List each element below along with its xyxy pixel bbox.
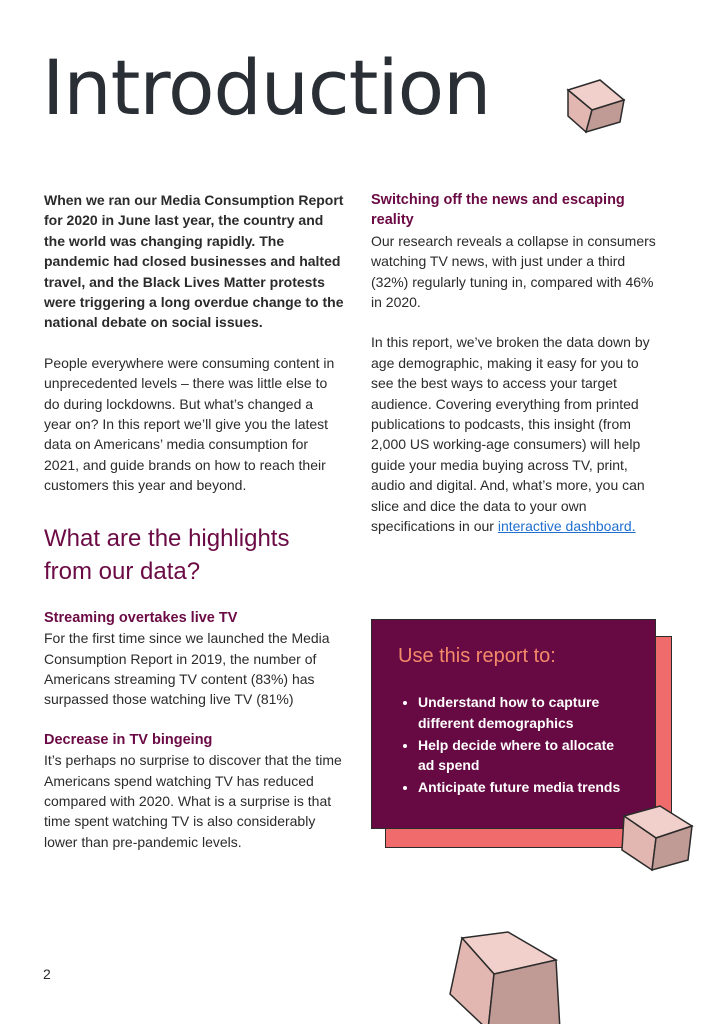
right-column <box>371 190 656 537</box>
intro-bold-paragraph: When we ran our Media Consumption Report for 2020 in June last year, the country and the world was changing rapidly. The pandemic had closed businesses and halted travel, and the Black Lives Matter protests were triggering a long overdue change to the national debate on social issues. <box>44 192 344 331</box>
dashboard-paragraph <box>371 332 656 536</box>
section-title-streaming: Streaming overtakes live TV <box>44 609 238 626</box>
section-title-bingeing: Decrease in TV bingeing <box>44 731 213 748</box>
callout-item: • Anticipate future media trends <box>418 777 629 798</box>
callout-list <box>398 692 629 798</box>
cube-icon <box>448 930 564 1024</box>
left-column <box>44 190 344 852</box>
callout-item: • Help decide where to allocate ad spend <box>418 735 629 776</box>
callout-item: • Understand how to capture different demographics <box>418 692 629 733</box>
callout-title: Use this report to: <box>398 645 556 667</box>
cube-icon <box>620 804 696 874</box>
interactive-dashboard-link[interactable]: interactive dashboard. <box>497 518 636 535</box>
cube-icon <box>566 78 628 136</box>
page-number: 2 <box>43 966 51 982</box>
highlights-heading: What are the highlights from our data? <box>44 524 290 585</box>
section-body-news: Our research reveals a collapse in consumers watching TV news, with just under a third (32%) regularly tuning in, compared with 46% in 2020. <box>371 232 656 311</box>
callout-box <box>371 619 656 829</box>
section-body-bingeing: It’s perhaps no surprise to discover that the time Americans spend watching TV has reduced compared with 2020. What is a surprise is that time spent watching TV is also considerably lower than pre-pandemic levels. <box>44 752 342 850</box>
dashboard-paragraph-text: In this report, we’ve broken the data down by age demographic, making it easy for you to see the best ways to access your target audience. Covering everything from printed publications to podcasts, this insight (from 2,000 US working-age consumers) will help guide your media buying across TV, print, audio and digital. And, what’s more, you can slice and dice the data to your own specifications in our <box>371 334 650 535</box>
section-title-news: Switching off the news and escaping reality <box>371 192 625 229</box>
intro-paragraph: People everywhere were consuming content in unprecedented levels – there was little else to do during lockdowns. But what’s changed a year on? In this report we’ll give you the latest data on Americans’ media consumption for 2021, and guide brands on how to reach their customers this year and beyond. <box>44 354 335 494</box>
page-title: Introduction <box>42 43 491 132</box>
section-body-streaming: For the first time since we launched the Media Consumption Report in 2019, the number of Americans streaming TV content (83%) has surpassed those watching live TV (81%) <box>44 630 330 708</box>
